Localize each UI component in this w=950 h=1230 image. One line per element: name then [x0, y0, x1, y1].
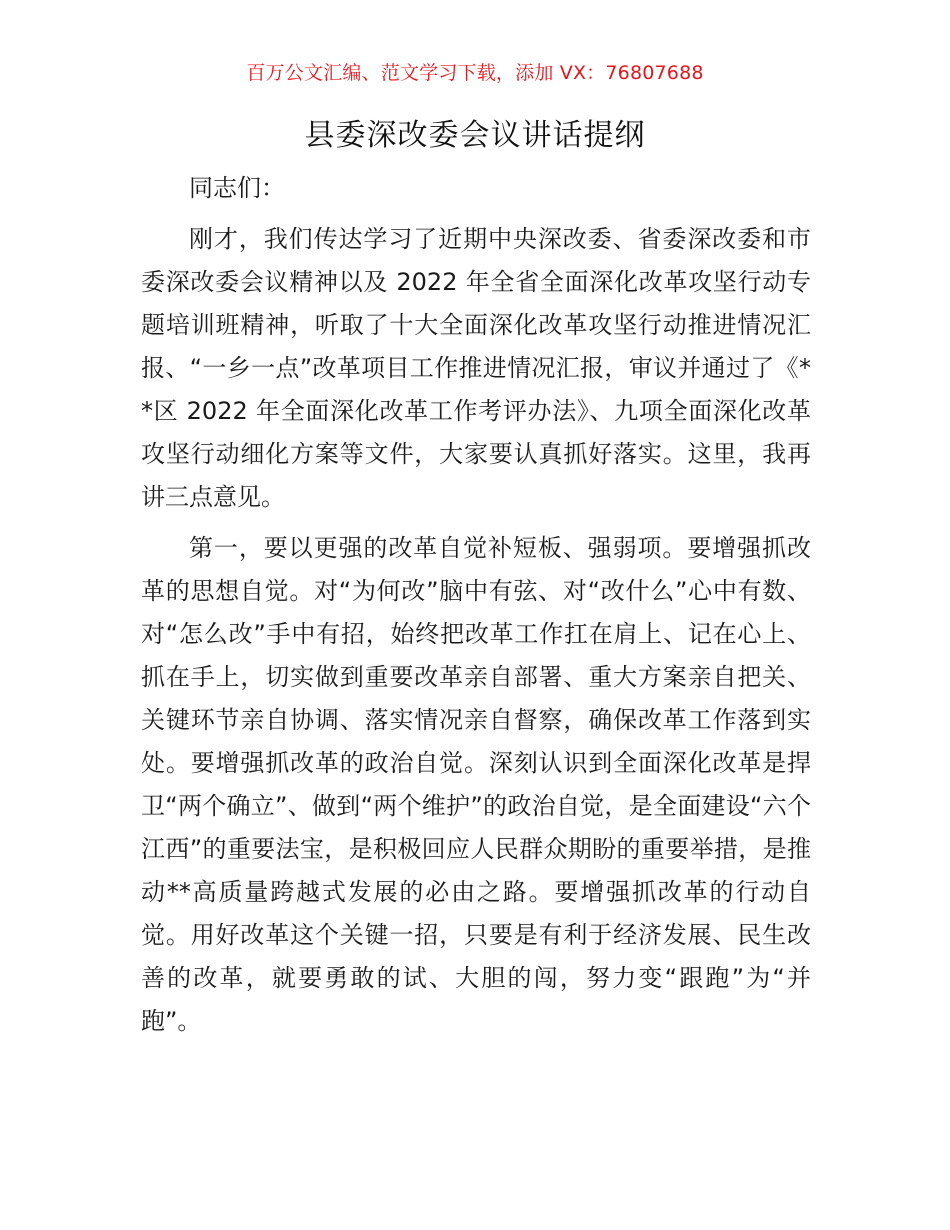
watermark-text: 百万公文汇编、范文学习下载，添加 VX：76807688 — [246, 62, 704, 84]
salutation: 同志们： — [189, 174, 285, 202]
paragraph-first-point: 第一，要以更强的改革自觉补短板、强弱项。要增强抓改革的思想自觉。对“为何改”脑中有弦、对“改什么”心中有数、对“怎么改”手中有招，始终把改革工作扛在肩上、记在心上、抓在手上，切实做到重要改革亲自部署、重大方案亲自把关、关键环节亲自协调、落实情况亲自督察，确保改革工作落到实处。要增强抓改革的政治自觉。深刻认识到全面深化改革是捍卫“两个确立”、做到“两个维护”的政治自觉，是全面建设“六个江西”的重要法宝，是积极回应人民群众期盼的重要举措，是推动**高质量跨越式发展的必由之路。要增强抓改革的行动自觉。用好改革这个关键一招，只要是有利于经济发展、民生改善的改革，就要勇敢的试、大胆的闯，努力变“跟跑”为“并跑”。 — [141, 534, 811, 1035]
paragraph-intro: 刚才，我们传达学习了近期中央深改委、省委深改委和市委深改委会议精神以及 2022 年全省全面深化改革攻坚行动专题培训班精神，听取了十大全面深化改革攻坚行动推进情况汇报、“一乡一点”改革项目工作推进情况汇报，审议并通过了《**区 2022 年全面深化改革工作考评办法》、九项全面深化改革攻坚行动细化方案等文件，大家要认真抓好落实。这里，我再讲三点意见。 — [141, 225, 811, 511]
document-title: 县委深改委会议讲话提纲 — [304, 118, 646, 153]
document-body — [141, 167, 811, 1043]
